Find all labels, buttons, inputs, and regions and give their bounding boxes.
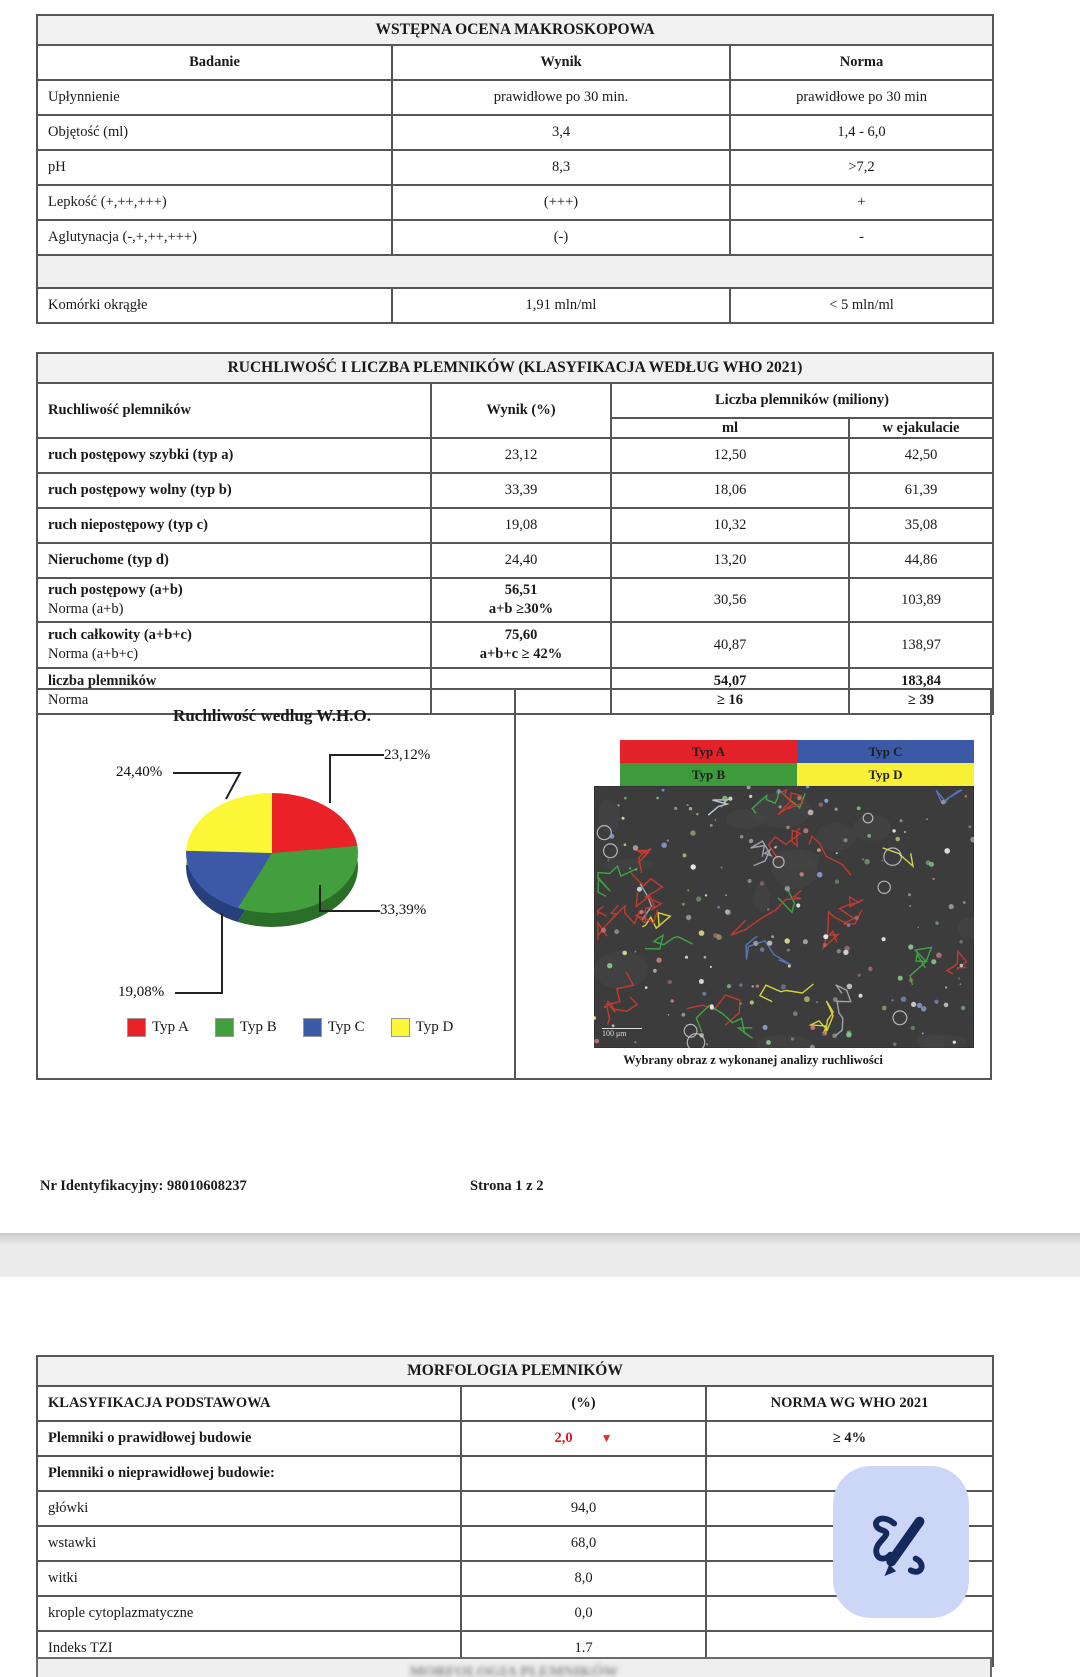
col-header-percent: (%) bbox=[461, 1386, 706, 1421]
spacer-row bbox=[37, 255, 993, 288]
legend-item-typ-c bbox=[303, 1018, 365, 1037]
page-separator bbox=[0, 1233, 1080, 1277]
cell-ml: 13,20 bbox=[611, 543, 849, 578]
cell-value: 0,0 bbox=[461, 1596, 706, 1631]
table-row bbox=[37, 473, 993, 508]
cell-norma: prawidłowe po 30 min bbox=[730, 80, 993, 115]
cell-value: 94,0 bbox=[461, 1491, 706, 1526]
image-caption: Wybrany obraz z wykonanej analizy ruchliwości bbox=[623, 1053, 883, 1067]
table-row bbox=[37, 115, 993, 150]
legend-item-typ-b bbox=[215, 1018, 277, 1037]
cell-norma: < 5 mln/ml bbox=[730, 288, 993, 323]
legend-label: Typ D bbox=[415, 1019, 454, 1035]
motility-table-title: RUCHLIWOŚĆ I LICZBA PLEMNIKÓW (KLASYFIKACJA WEDŁUG WHO 2021) bbox=[37, 353, 993, 383]
cell-wynik: prawidłowe po 30 min. bbox=[392, 80, 730, 115]
next-table-title-cutoff bbox=[36, 1657, 992, 1677]
legend-label: Typ B bbox=[239, 1019, 277, 1035]
row-label: ruch postępowy wolny (typ b) bbox=[37, 473, 431, 508]
wynik-norma: a+b ≥30% bbox=[488, 601, 554, 617]
table-row bbox=[37, 622, 993, 668]
cell-value: 8,0 bbox=[461, 1561, 706, 1596]
cell-wynik: (-) bbox=[392, 220, 730, 255]
row-label bbox=[37, 578, 431, 622]
col-header-klasyfikacja: KLASYFIKACJA PODSTAWOWA bbox=[37, 1386, 461, 1421]
cell-ml: 40,87 bbox=[611, 622, 849, 668]
row-label: Komórki okrągłe bbox=[37, 288, 392, 323]
cell-value: 1.7 bbox=[461, 1631, 706, 1666]
row-label bbox=[37, 622, 431, 668]
cell-ml: 30,56 bbox=[611, 578, 849, 622]
table-row bbox=[37, 150, 993, 185]
table-row bbox=[37, 508, 993, 543]
legend-swatch-yellow bbox=[391, 1018, 410, 1037]
ejakulacie-norma: ≥ 39 bbox=[907, 692, 935, 708]
row-label-norma: Norma bbox=[48, 692, 89, 708]
below-norm-triangle-icon: ▼ bbox=[600, 1431, 613, 1445]
row-label: wstawki bbox=[37, 1526, 461, 1561]
key-bar-typ-a: Typ A bbox=[620, 740, 797, 763]
col-header-norma: Norma bbox=[730, 45, 993, 80]
edit-signature-button[interactable] bbox=[833, 1466, 969, 1618]
section-divider bbox=[514, 688, 516, 1080]
row-label: Plemniki o prawidłowej budowie bbox=[37, 1421, 461, 1456]
legend-label: Typ C bbox=[327, 1019, 365, 1035]
row-label-main: ruch całkowity (a+b+c) bbox=[48, 627, 192, 643]
row-label: witki bbox=[37, 1561, 461, 1596]
table-row bbox=[37, 438, 993, 473]
row-label-norma: Norma (a+b+c) bbox=[48, 646, 139, 662]
cell-norma: + bbox=[730, 185, 993, 220]
cell-ejakulacie: 138,97 bbox=[849, 622, 993, 668]
table-row bbox=[37, 543, 993, 578]
cell-norma: >7,2 bbox=[730, 150, 993, 185]
motility-analysis-image bbox=[594, 786, 974, 1048]
blurred-title-text: MORFOLOGIA PLEMNIKÓW bbox=[409, 1664, 619, 1677]
col-header-badanie: Badanie bbox=[37, 45, 392, 80]
cell-wynik: 1,91 mln/ml bbox=[392, 288, 730, 323]
cell-ejakulacie: 44,86 bbox=[849, 543, 993, 578]
legend-swatch-red bbox=[127, 1018, 146, 1037]
cell-wynik: 8,3 bbox=[392, 150, 730, 185]
wynik-value: 75,60 bbox=[504, 627, 538, 643]
scale-bar: 100 μm bbox=[602, 1028, 642, 1038]
pie-label-typ-c: 19,08% bbox=[118, 984, 165, 1000]
macroscopic-table-title: WSTĘPNA OCENA MAKROSKOPOWA bbox=[37, 15, 993, 45]
pie-label-typ-a: 23,12% bbox=[384, 747, 431, 763]
motility-pie-chart bbox=[90, 745, 480, 1010]
col-header-wynik-pct: Wynik (%) bbox=[431, 383, 611, 438]
row-label: pH bbox=[37, 150, 392, 185]
cell-value: 68,0 bbox=[461, 1526, 706, 1561]
motility-table bbox=[36, 352, 994, 715]
cell-norma: ≥ 4% bbox=[706, 1421, 993, 1456]
pie-legend bbox=[127, 1018, 453, 1037]
table-row bbox=[37, 288, 993, 323]
row-label: główki bbox=[37, 1491, 461, 1526]
spacer-cell bbox=[37, 255, 993, 288]
legend-label: Typ A bbox=[152, 1019, 189, 1035]
cell-wynik: 3,4 bbox=[392, 115, 730, 150]
cell-ejakulacie: 103,89 bbox=[849, 578, 993, 622]
table-row bbox=[37, 185, 993, 220]
table-row bbox=[37, 80, 993, 115]
cell-norma: 1,4 - 6,0 bbox=[730, 115, 993, 150]
cell-wynik: (+++) bbox=[392, 185, 730, 220]
cell-ml: 10,32 bbox=[611, 508, 849, 543]
cell-ejakulacie: 61,39 bbox=[849, 473, 993, 508]
row-label-main: liczba plemników bbox=[48, 673, 157, 689]
row-label-main: ruch postępowy (a+b) bbox=[48, 582, 183, 598]
legend-swatch-green bbox=[215, 1018, 234, 1037]
cell-ejakulacie: 42,50 bbox=[849, 438, 993, 473]
row-label: Nieruchome (typ d) bbox=[37, 543, 431, 578]
cell-wynik: 19,08 bbox=[431, 508, 611, 543]
abnormal-value: 2,0 bbox=[554, 1430, 573, 1446]
legend-item-typ-d bbox=[391, 1018, 454, 1037]
signature-pen-icon bbox=[862, 1503, 940, 1581]
cell-wynik bbox=[431, 622, 611, 668]
table-row bbox=[37, 1421, 993, 1456]
legend-item-typ-a bbox=[127, 1018, 189, 1037]
ml-value: 54,07 bbox=[713, 673, 747, 689]
pie-label-typ-b: 33,39% bbox=[380, 902, 427, 918]
cell-wynik: 24,40 bbox=[431, 543, 611, 578]
row-label: Upłynnienie bbox=[37, 80, 392, 115]
report-id: Nr Identyfikacyjny: 98010608237 bbox=[40, 1178, 247, 1194]
cell-ejakulacie: 35,08 bbox=[849, 508, 993, 543]
col-header-ruchliwosc: Ruchliwość plemników bbox=[37, 383, 431, 438]
key-bar-typ-d: Typ D bbox=[797, 763, 974, 786]
key-bar-typ-b: Typ B bbox=[620, 763, 797, 786]
cell-norma: - bbox=[730, 220, 993, 255]
cell-value bbox=[461, 1456, 706, 1491]
row-label: Plemniki o nieprawidłowej budowie: bbox=[37, 1456, 461, 1491]
key-bar-typ-c: Typ C bbox=[797, 740, 974, 763]
row-label: Objętość (ml) bbox=[37, 115, 392, 150]
row-label: Indeks TZI bbox=[37, 1631, 461, 1666]
page-number: Strona 1 z 2 bbox=[470, 1178, 544, 1194]
sub-header-ml: ml bbox=[611, 418, 849, 438]
pie-label-typ-d: 24,40% bbox=[116, 764, 163, 780]
row-label: Lepkość (+,++,+++) bbox=[37, 185, 392, 220]
pie-chart-title: Ruchliwość wedlug W.H.O. bbox=[173, 706, 371, 725]
wynik-value: 56,51 bbox=[504, 582, 538, 598]
row-label: ruch niepostępowy (typ c) bbox=[37, 508, 431, 543]
table-row bbox=[37, 578, 993, 622]
cell-wynik: 33,39 bbox=[431, 473, 611, 508]
ml-norma: ≥ 16 bbox=[716, 692, 744, 708]
morphology-table-title: MORFOLOGIA PLEMNIKÓW bbox=[37, 1356, 993, 1386]
group-header-liczba: Liczba plemników (miliony) bbox=[611, 383, 993, 418]
cell-ml: 18,06 bbox=[611, 473, 849, 508]
macroscopic-table bbox=[36, 14, 994, 324]
row-label: Aglutynacja (-,+,++,+++) bbox=[37, 220, 392, 255]
row-label-norma: Norma (a+b) bbox=[48, 601, 124, 617]
sub-header-ejakulacie: w ejakulacie bbox=[849, 418, 993, 438]
row-label: krople cytoplazmatyczne bbox=[37, 1596, 461, 1631]
col-header-norma-who: NORMA WG WHO 2021 bbox=[706, 1386, 993, 1421]
wynik-norma: a+b+c ≥ 42% bbox=[479, 646, 563, 662]
cell-value bbox=[461, 1421, 706, 1456]
legend-swatch-blue bbox=[303, 1018, 322, 1037]
table-row bbox=[37, 220, 993, 255]
ejakulacie-value: 183,84 bbox=[901, 673, 941, 689]
col-header-wynik: Wynik bbox=[392, 45, 730, 80]
track-color-key bbox=[620, 740, 974, 786]
row-label: ruch postępowy szybki (typ a) bbox=[37, 438, 431, 473]
cell-wynik bbox=[431, 578, 611, 622]
cell-wynik: 23,12 bbox=[431, 438, 611, 473]
cell-ml: 12,50 bbox=[611, 438, 849, 473]
